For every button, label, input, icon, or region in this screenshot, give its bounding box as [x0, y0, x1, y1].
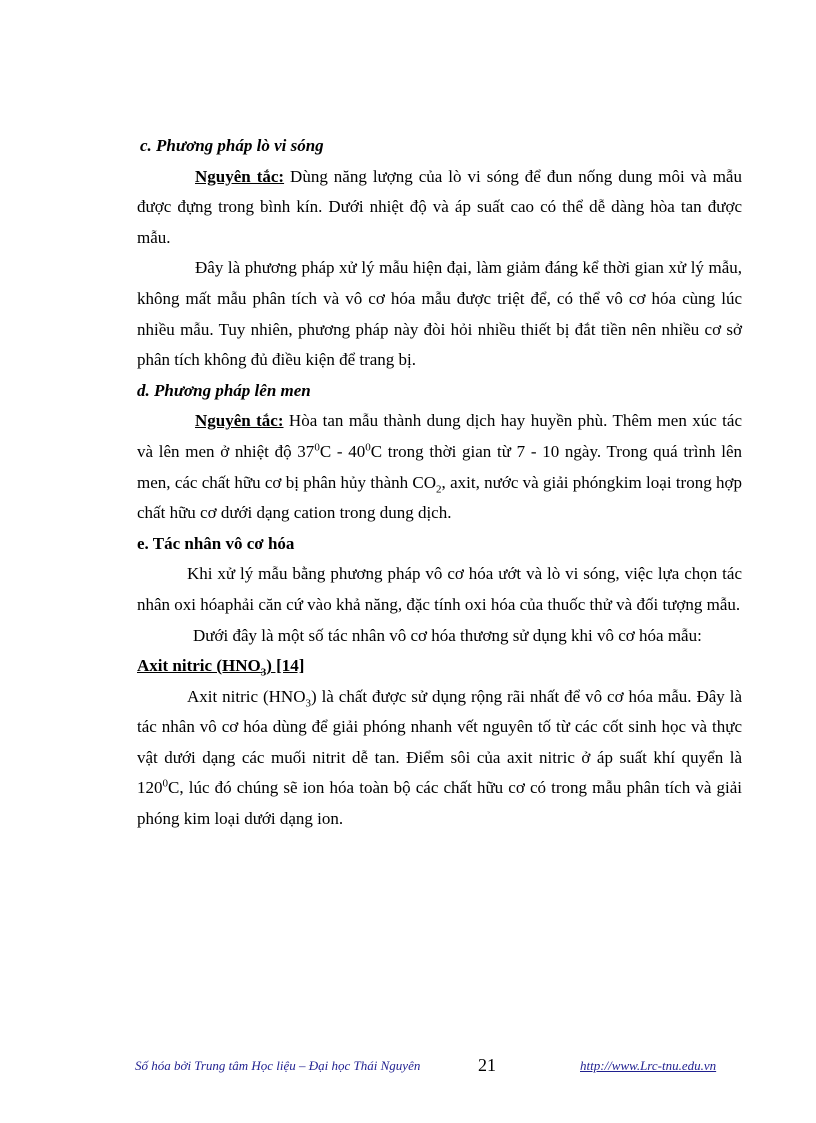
axit-nitric-heading: [137, 651, 742, 682]
text-run: Hòa tan mẫu thành dung dịch hay huyền phù. Thêm men xúc tác và lên men ở nhiệt độ 37: [137, 411, 742, 461]
section-e-paragraph-2: Dưới đây là một số tác nhân vô cơ hóa thương sử dụng khi vô cơ hóa mẫu:: [193, 625, 702, 645]
section-c-heading: c. Phương pháp lò vi sóng: [140, 136, 324, 155]
text-run: C trong thời gian từ 7 - 10 ngày. Trong quá trình lên men, các chất hữu cơ bị phân hủy thành CO: [137, 441, 742, 492]
text-run: C - 40: [319, 441, 366, 461]
page-content: [137, 131, 742, 835]
section-e-paragraph-1: Khi xử lý mẫu bằng phương pháp vô cơ hóa ướt và lò vi sóng, việc lựa chọn tác nhân oxi hóaphải căn cứ vào khả năng, đặc tính oxi hóa của thuốc thử và đối tượng mẫu.: [137, 564, 742, 614]
superscript: 0: [365, 441, 371, 454]
section-d-principle: [137, 406, 742, 528]
subscript: 3: [260, 666, 267, 679]
subscript: 3: [305, 697, 311, 710]
footer-link[interactable]: http://www.Lrc-tnu.edu.vn: [580, 1058, 717, 1073]
section-c-paragraph: Đây là phương pháp xử lý mẫu hiện đại, làm giảm đáng kể thời gian xử lý mẫu, không mất mẫu phân tích và vô cơ hóa mẫu được triệt để, có thể vô cơ hóa cùng lúc nhiều mẫu. Tuy nhiên, phương pháp này đòi hỏi nhiều thiết bị đắt tiền nên nhiều cơ sở phân tích không đủ điều kiện để trang bị.: [137, 258, 742, 370]
heading-run: Axit nitric (HNO: [137, 656, 261, 676]
principle-label: Nguyên tắc:: [195, 166, 285, 186]
superscript: 0: [162, 777, 168, 790]
text-run: Axit nitric (HNO: [187, 686, 306, 706]
subscript: 2: [436, 482, 442, 495]
principle-label: Nguyên tắc:: [195, 411, 284, 431]
section-c-principle: [137, 162, 742, 254]
heading-run: ) [14]: [266, 656, 305, 676]
superscript: 0: [314, 441, 320, 454]
text-run: , axit, nước và giải phóngkim loại trong hợp chất hữu cơ dưới dạng cation trong dung dịch.: [137, 472, 743, 523]
page-footer: [0, 1055, 816, 1080]
axit-nitric-paragraph: [137, 682, 742, 835]
text-run: C, lúc đó chúng sẽ ion hóa toàn bộ các chất hữu cơ có trong mẫu phân tích và giải phóng kim loại dưới dạng ion.: [137, 778, 742, 829]
text-run: ) là chất được sử dụng rộng rãi nhất để vô cơ hóa mẫu. Đây là tác nhân vô cơ hóa dùng để giải phóng nhanh vết nguyên tố từ các cốt sinh học và thực vật dưới dạng các muối nitrit dễ tan. Điểm sôi của axit nitric ở áp suất khí quyển là 120: [137, 686, 743, 798]
section-d-heading: d. Phương pháp lên men: [137, 380, 311, 400]
principle-text: Dùng năng lượng của lò vi sóng để đun nống dung môi và mẫu được đựng trong bình kín. Dưới nhiệt độ và áp suất cao có thể dễ dàng hòa tan được mẫu.: [137, 166, 742, 247]
page-number: 21: [478, 1055, 496, 1075]
footer-credit: Số hóa bởi Trung tâm Học liệu – Đại học Thái Nguyên: [135, 1058, 421, 1073]
section-e-heading: e. Tác nhân vô cơ hóa: [137, 533, 295, 553]
